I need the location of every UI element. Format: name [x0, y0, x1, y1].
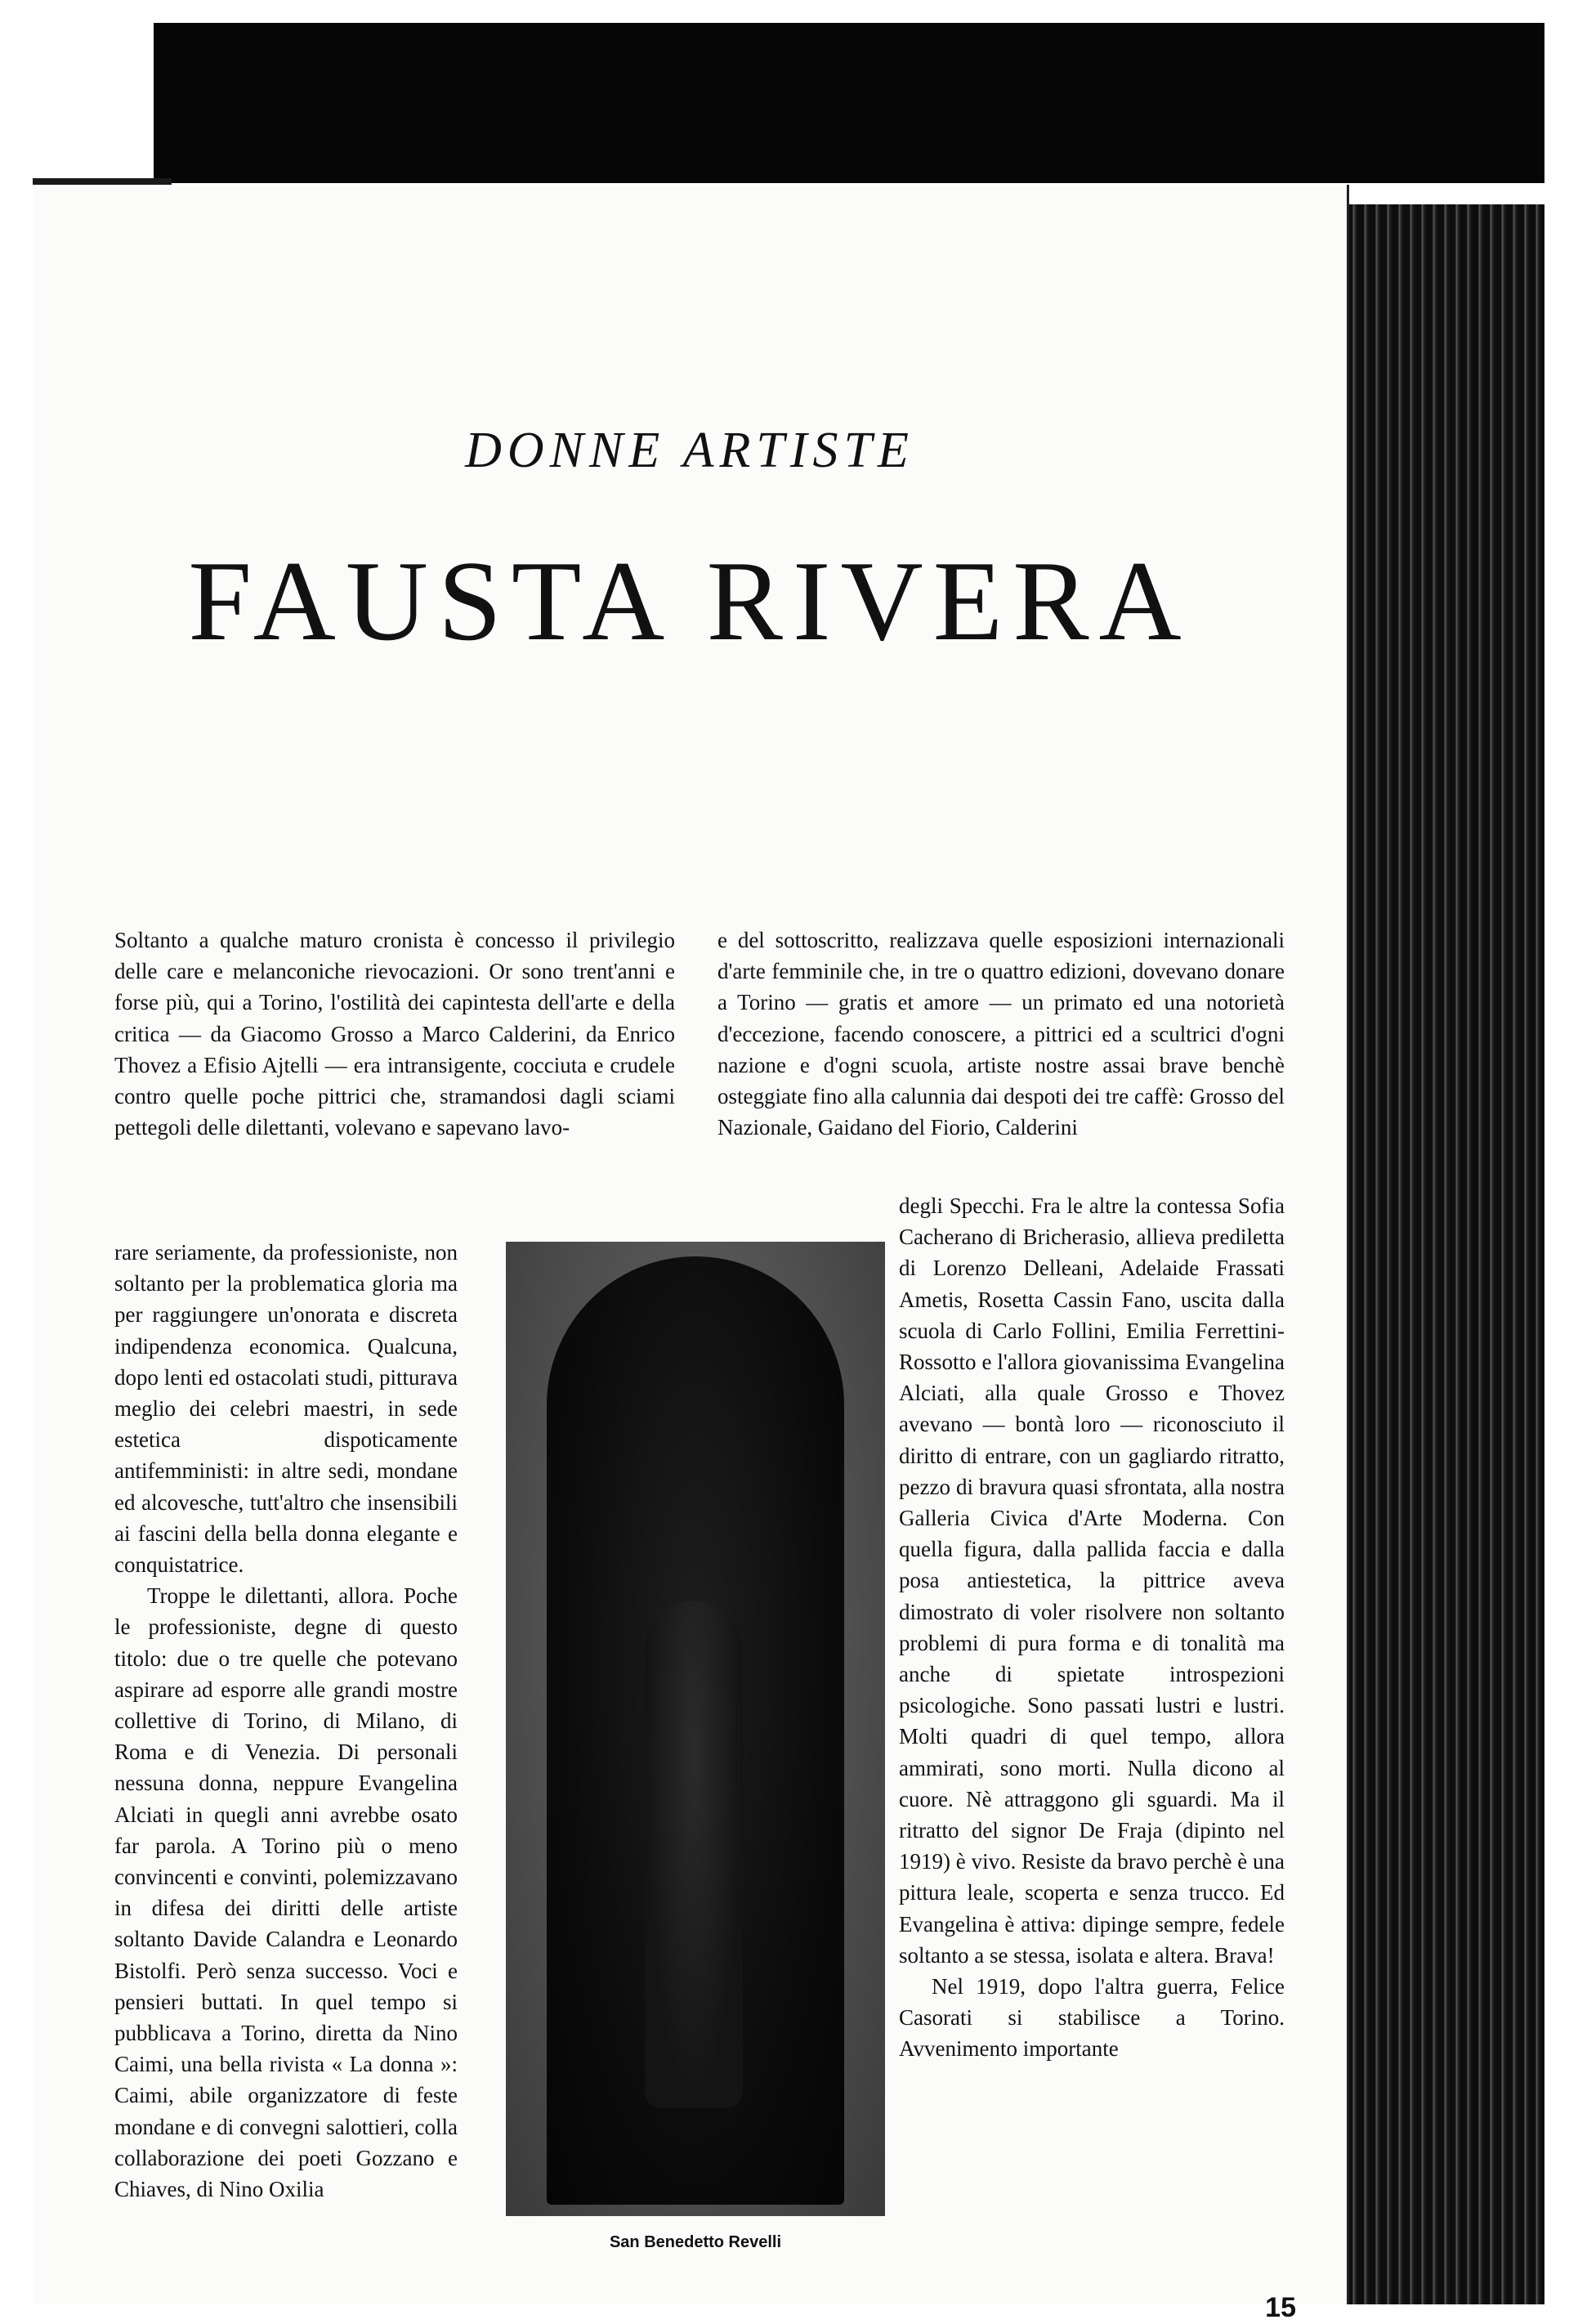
paragraph: degli Specchi. Fra le altre la contessa Sofia Cacherano di Bricherasio, allieva prediletta di Lorenzo Delleani, Adelaide Frassati Ametis, Rosetta Cassin Fano, uscita dalla scuola di Carlo Follini, Emilia Ferrettini-Rossotto e l'allora giovanissima Evangelina Alciati, alla quale Grosso e Thovez avevano — bontà loro — riconosciuto il diritto di entrare, con un gagliardo ritratto, pezzo di bravura quasi sfrontata, alla nostra Galleria Civica d'Arte Moderna. Con quella figura, dalla pallida faccia e dalla posa antiestetica, la pittrice aveva dimostrato di voler risolvere non soltanto problemi di pura forma e di tonalità ma anche di spietate introspezioni psicologiche. Sono passati lustri e lustri. Molti quadri di quel tempo, allora ammirati, sono morti. Nulla dicono al cuore. Nè attraggono gli sguardi. Ma il ritratto del signor De Fraja (dipinto nel 1919) è vivo. Resiste da bravo perchè è una pittura leale, scoperta e senza trucco. Ed Evangelina è attiva: dipinge sempre, fedele soltanto a se stessa, isolata e altera. Brava! [899, 1193, 1285, 1968]
painting-figure [645, 1601, 743, 2108]
book-page-edges [1347, 204, 1544, 2304]
article-title: FAUSTA RIVERA [188, 538, 1191, 665]
section-kicker: DONNE ARTISTE [465, 423, 914, 478]
page-number: 15 [1265, 2292, 1296, 2323]
article-text-right-column [899, 1190, 1285, 2065]
paragraph: Troppe le dilettanti, allora. Poche le professioniste, degne di questo titolo: due o tre quelle che potevano aspirare ad esporre alle grandi mostre collettive di Torino, di Milano, di Roma e di Venezia. Di personali nessuna donna, neppure Evangelina Alciati in quegli anni avrebbe osato far parola. A Torino più o meno convincenti e convinti, polemizzavano in difesa dei diritti delle artiste soltanto Davide Calandra e Leonardo Bistolfi. Però senza successo. Voci e pensieri buttati. In quel tempo si pubblicava a Torino, diretta da Nino Caimi, una bella rivista « La donna »: Caimi, abile organizzatore di feste mondane e di convegni salottieri, colla collaborazione dei poeti Gozzano e Chiaves, di Nino Oxilia [114, 1583, 458, 2202]
paragraph: e del sottoscritto, realizzava quelle esposizioni internazionali d'arte femminile che, in tre o quattro edizioni, dovevano donare a Torino — gratis et amore — un primato ed una notorietà d'eccezione, facendo conoscere, a pittrici ed a scultrici d'ogni nazione e d'ogni scuola, artiste nostre assai brave benchè osteggiate fino alla calunnia dai despoti dei tre caffè: Grosso del Nazionale, Gaidano del Fiorio, Calderini [717, 928, 1285, 1140]
figure-caption: San Benedetto Revelli [609, 2233, 782, 2251]
article-text-left-column [114, 1237, 458, 2205]
article-text-top-left [114, 925, 675, 1143]
scan-top-band [154, 23, 1544, 183]
paragraph: rare seriamente, da professioniste, non soltanto per la problematica gloria ma per raggiungere un'onorata e discreta indipendenza economica. Qualcuna, dopo lenti ed ostacolati studi, pitturava meglio dei celebri maestri, in sede estetica dispoticamente antifemministi: in altre sedi, mondane ed alcovesche, tutt'altro che insensibili ai fascini della bella donna elegante e conquistatrice. [114, 1240, 458, 1578]
magazine-page [33, 185, 1349, 2323]
paragraph: Soltanto a qualche maturo cronista è concesso il privilegio delle care e melanconiche rievocazioni. Or sono trent'anni e forse più, qui a Torino, l'ostilità dei capintesta dell'arte e della critica — da Giacomo Grosso a Marco Calderini, da Enrico Thovez a Efisio Ajtelli — era intransigente, cocciuta e crudele contro quelle poche pittrici che, stramandosi dagli sciami pettegoli delle dilettanti, volevano e sapevano lavo- [114, 928, 675, 1140]
article-text-top-right [717, 925, 1285, 1143]
paragraph: Nel 1919, dopo l'altra guerra, Felice Casorati si stabilisce a Torino. Avvenimento importante [899, 1974, 1285, 2062]
painting-reproduction [506, 1242, 885, 2216]
